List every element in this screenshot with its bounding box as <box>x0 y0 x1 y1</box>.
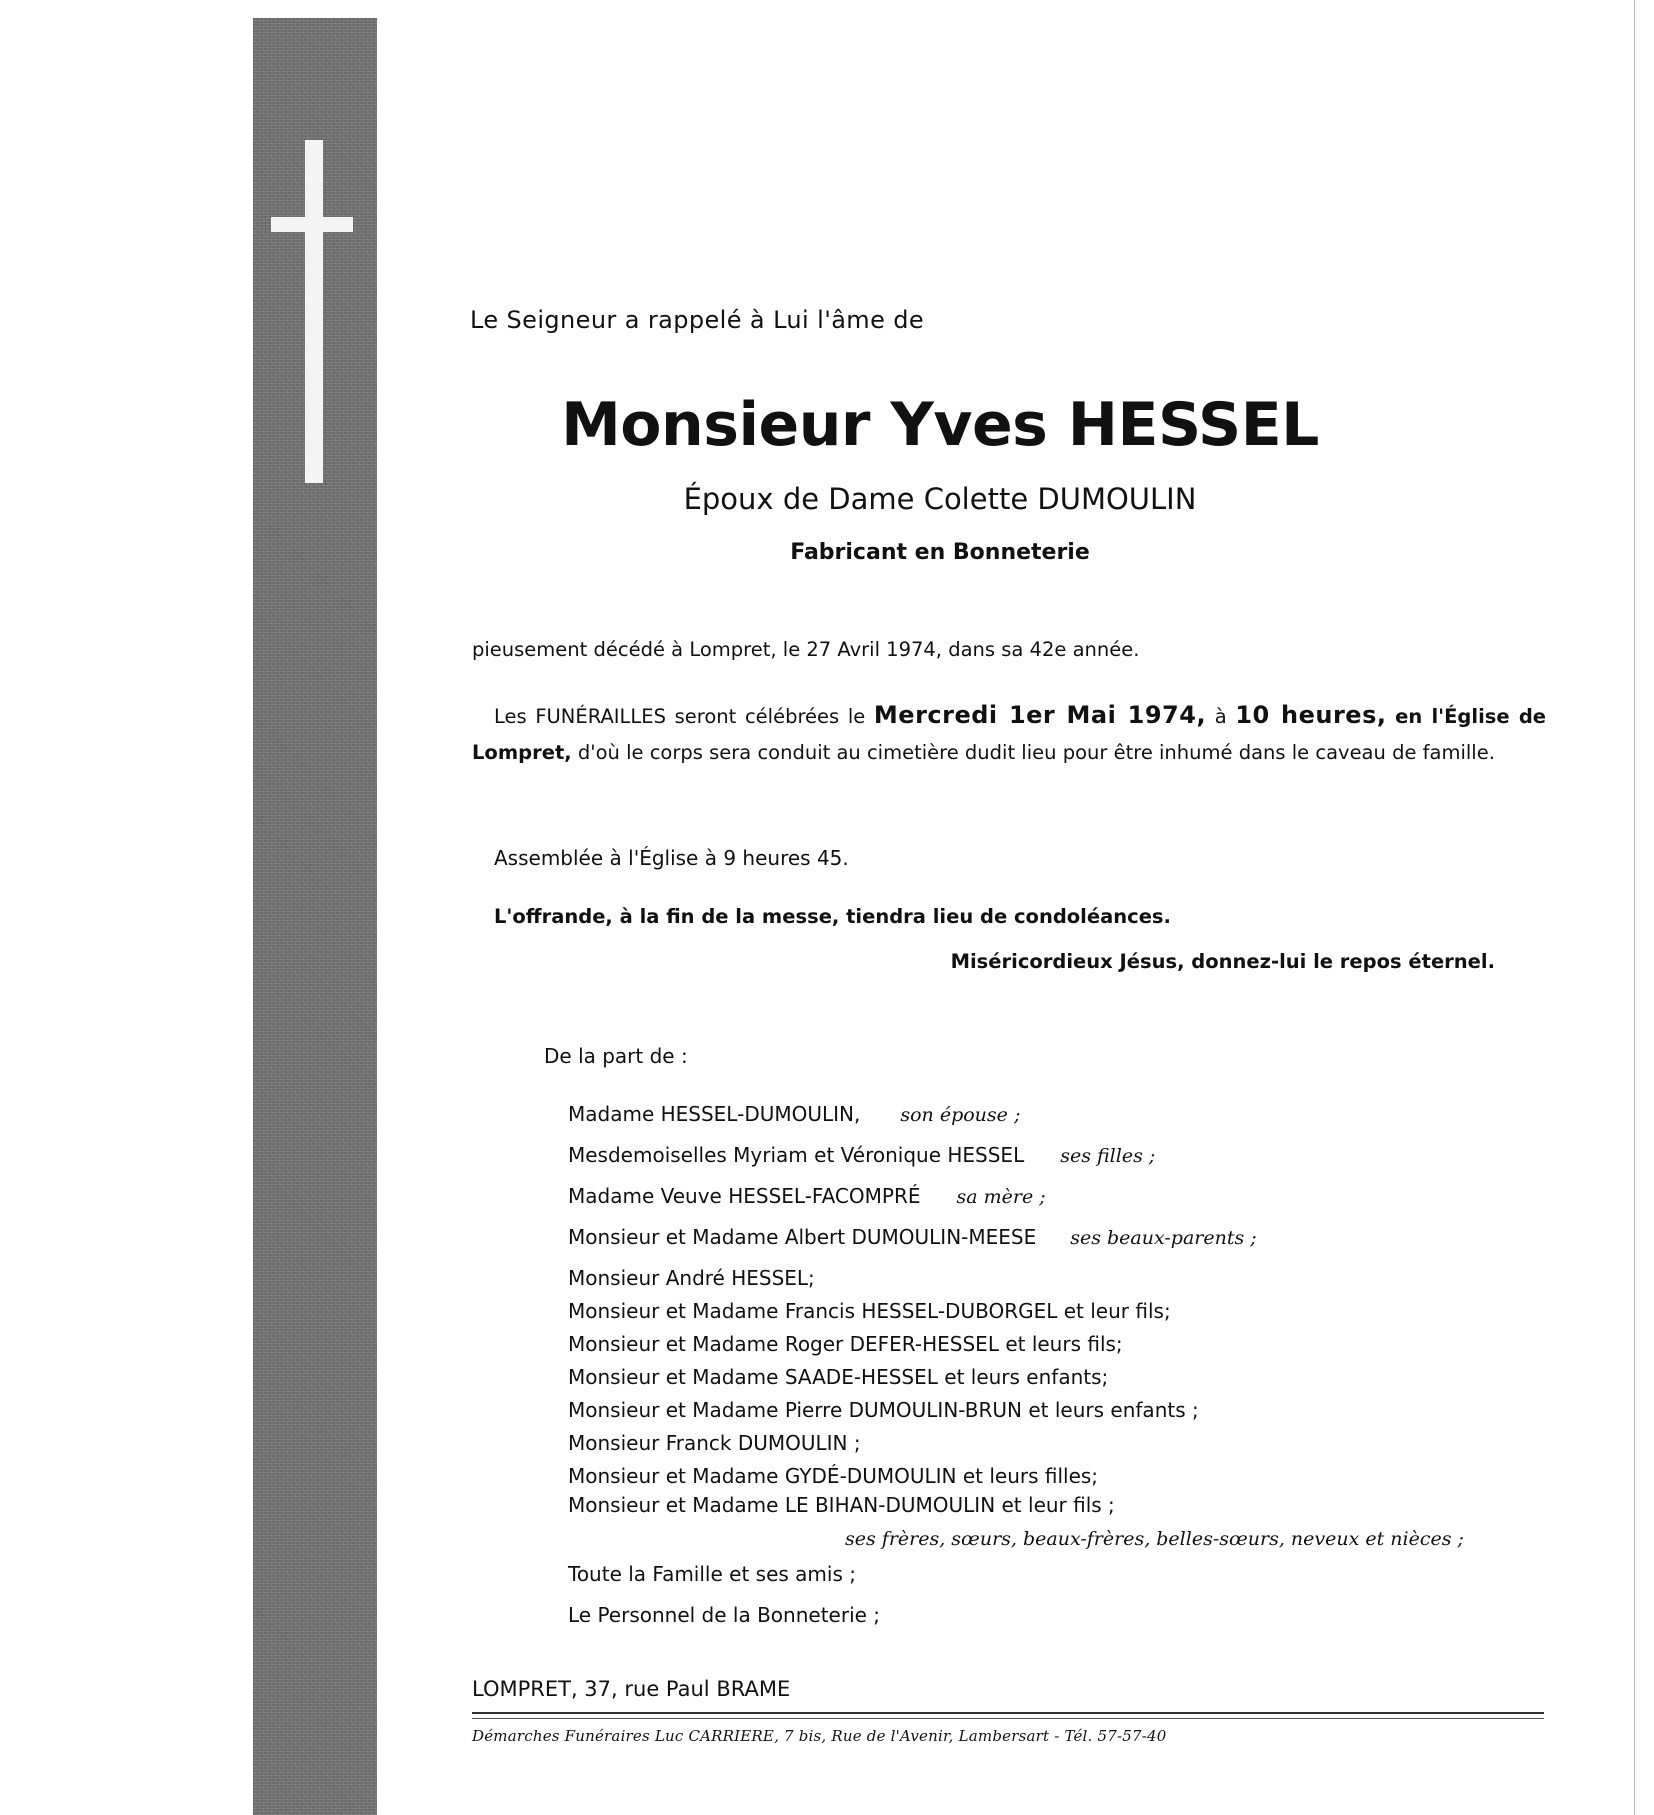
cross-icon <box>305 140 323 483</box>
family-row: Monsieur et Madame LE BIHAN-DUMOULIN et leur fils ; <box>568 1493 1115 1517</box>
funeral-at: à <box>1214 705 1227 728</box>
siblings-note: ses frères, sœurs, beaux-frères, belles-sœurs, neveux et nièces ; <box>845 1528 1464 1550</box>
family-name: Monsieur et Madame Albert DUMOULIN-MEESE <box>568 1225 1037 1249</box>
deceased-occupation: Fabricant en Bonneterie <box>790 540 1090 565</box>
family-row-staff: Le Personnel de la Bonneterie ; <box>568 1603 881 1627</box>
funeral-paragraph <box>472 697 1546 771</box>
family-role: son épouse ; <box>900 1104 1021 1126</box>
funeral-rest: d'où le corps sera conduit au cimetière dudit lieu pour être inhumé dans le caveau de famille. <box>577 741 1495 764</box>
family-row-friends: Toute la Famille et ses amis ; <box>568 1562 856 1586</box>
family-row-spouse <box>568 1102 1020 1126</box>
deceased-name: Monsieur Yves HESSEL <box>561 390 1319 460</box>
funeral-home-footer: Démarches Funéraires Luc CARRIERE, 7 bis, Rue de l'Avenir, Lambersart - Tél. 57-57-40 <box>472 1727 1167 1745</box>
funeral-date: Mercredi 1er Mai 1974, <box>873 701 1207 729</box>
page-edge-line <box>1634 0 1635 1815</box>
family-row: Monsieur et Madame Pierre DUMOULIN-BRUN et leurs enfants ; <box>568 1398 1199 1422</box>
family-row: Monsieur Franck DUMOULIN ; <box>568 1431 861 1455</box>
family-address: LOMPRET, 37, rue Paul BRAME <box>472 1677 791 1701</box>
family-row: Monsieur et Madame Francis HESSEL-DUBORGEL et leur fils; <box>568 1299 1171 1323</box>
family-row: Monsieur et Madame Roger DEFER-HESSEL et leurs fils; <box>568 1332 1123 1356</box>
family-row-mother <box>568 1184 1046 1208</box>
family-role: ses filles ; <box>1060 1145 1156 1167</box>
family-row: Monsieur André HESSEL; <box>568 1266 815 1290</box>
cross-icon-bar <box>271 217 353 232</box>
family-name: Madame HESSEL-DUMOULIN, <box>568 1102 861 1126</box>
from-label: De la part de : <box>544 1044 688 1068</box>
death-notice: pieusement décédé à Lompret, le 27 Avril 1974, dans sa 42e année. <box>472 638 1140 661</box>
family-row: Monsieur et Madame GYDÉ-DUMOULIN et leurs filles; <box>568 1464 1099 1488</box>
deceased-spouse: Époux de Dame Colette DUMOULIN <box>683 482 1197 516</box>
funeral-hour: 10 heures, <box>1235 701 1387 729</box>
funeral-church: en l'Église de Lompret, <box>472 705 1547 764</box>
family-role: sa mère ; <box>956 1186 1046 1208</box>
offering-note: L'offrande, à la fin de la messe, tiendra lieu de condoléances. <box>494 905 1171 928</box>
family-role: ses beaux-parents ; <box>1070 1227 1257 1249</box>
intro-line: Le Seigneur a rappelé à Lui l'âme de <box>470 306 925 334</box>
family-name: Mesdemoiselles Myriam et Véronique HESSEL <box>568 1143 1025 1167</box>
family-row-in-laws <box>568 1225 1257 1249</box>
prayer-line: Miséricordieux Jésus, donnez-lui le repos éternel. <box>950 950 1495 973</box>
footer-rule-thin <box>472 1718 1544 1719</box>
assembly-time: Assemblée à l'Église à 9 heures 45. <box>494 846 849 870</box>
family-row: Monsieur et Madame SAADE-HESSEL et leurs enfants; <box>568 1365 1109 1389</box>
funeral-intro: Les FUNÉRAILLES seront célébrées le <box>494 705 866 728</box>
footer-rule <box>472 1712 1544 1714</box>
family-row-daughters <box>568 1143 1155 1167</box>
family-name: Madame Veuve HESSEL-FACOMPRÉ <box>568 1184 921 1208</box>
